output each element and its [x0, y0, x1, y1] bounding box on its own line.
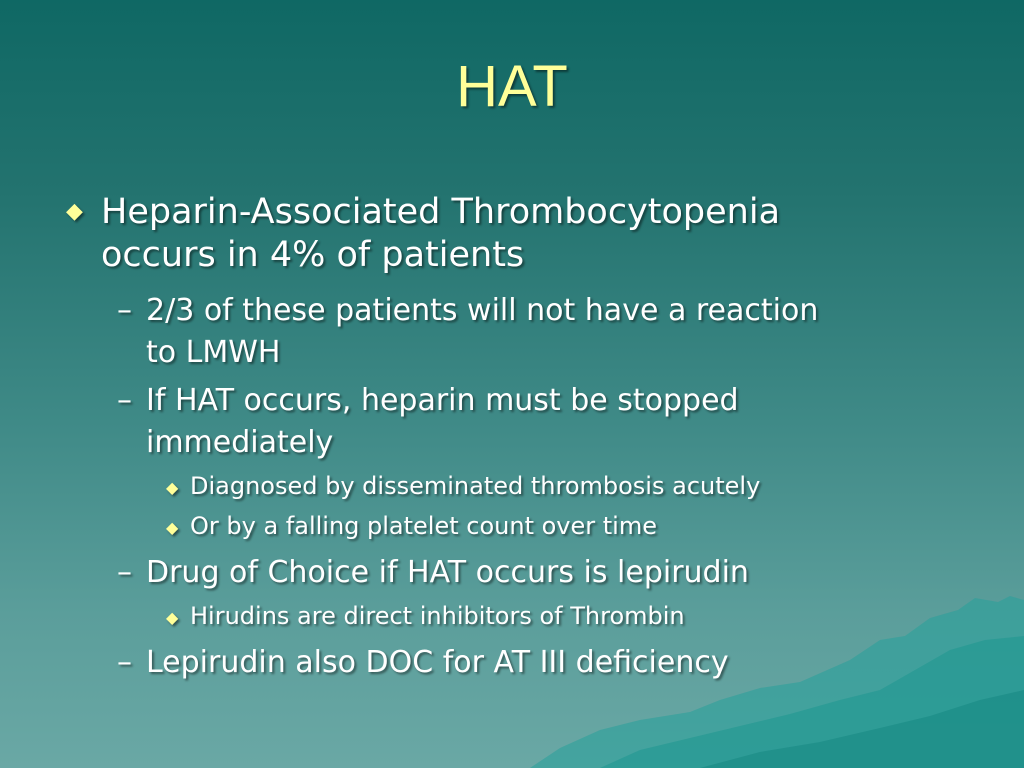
dash-bullet-icon: – [117, 293, 132, 328]
subbullet-stop-heparin [117, 380, 937, 464]
bullet-line: to LMWH [146, 335, 281, 370]
dash-bullet-icon: – [117, 645, 132, 680]
subsubbullet-hirudins: Hirudins are direct inhibitors of Thrombin [190, 602, 685, 630]
subbullet-drug-of-choice [117, 552, 937, 594]
dash-bullet-icon: – [117, 555, 132, 590]
bullet-line: occurs in 4% of patients [101, 235, 525, 275]
subsubbullet-platelet-count: Or by a falling platelet count over time [190, 512, 657, 540]
diamond-bullet-icon: ◆ [166, 608, 179, 627]
bullet-line: Drug of Choice if HAT occurs is lepirudin [146, 555, 749, 590]
bullet-hat-incidence [101, 191, 901, 277]
bullet-line: Heparin-Associated Thrombocytopenia [101, 192, 781, 232]
dash-bullet-icon: – [117, 383, 132, 418]
bullet-line: Lepirudin also DOC for AT III deficiency [146, 645, 729, 680]
diamond-bullet-icon: ◆ [166, 478, 179, 497]
diamond-bullet-icon: ◆ [66, 199, 83, 224]
subbullet-lmwh [117, 290, 937, 374]
slide-title: HAT [456, 54, 568, 119]
subsubbullet-diagnosis: Diagnosed by disseminated thrombosis acutely [190, 472, 761, 500]
bullet-line: If HAT occurs, heparin must be stopped [146, 383, 739, 418]
subbullet-at-iii [117, 642, 937, 684]
bullet-line: immediately [146, 425, 334, 460]
diamond-bullet-icon: ◆ [166, 518, 179, 537]
bullet-line: 2/3 of these patients will not have a reaction [146, 293, 819, 328]
